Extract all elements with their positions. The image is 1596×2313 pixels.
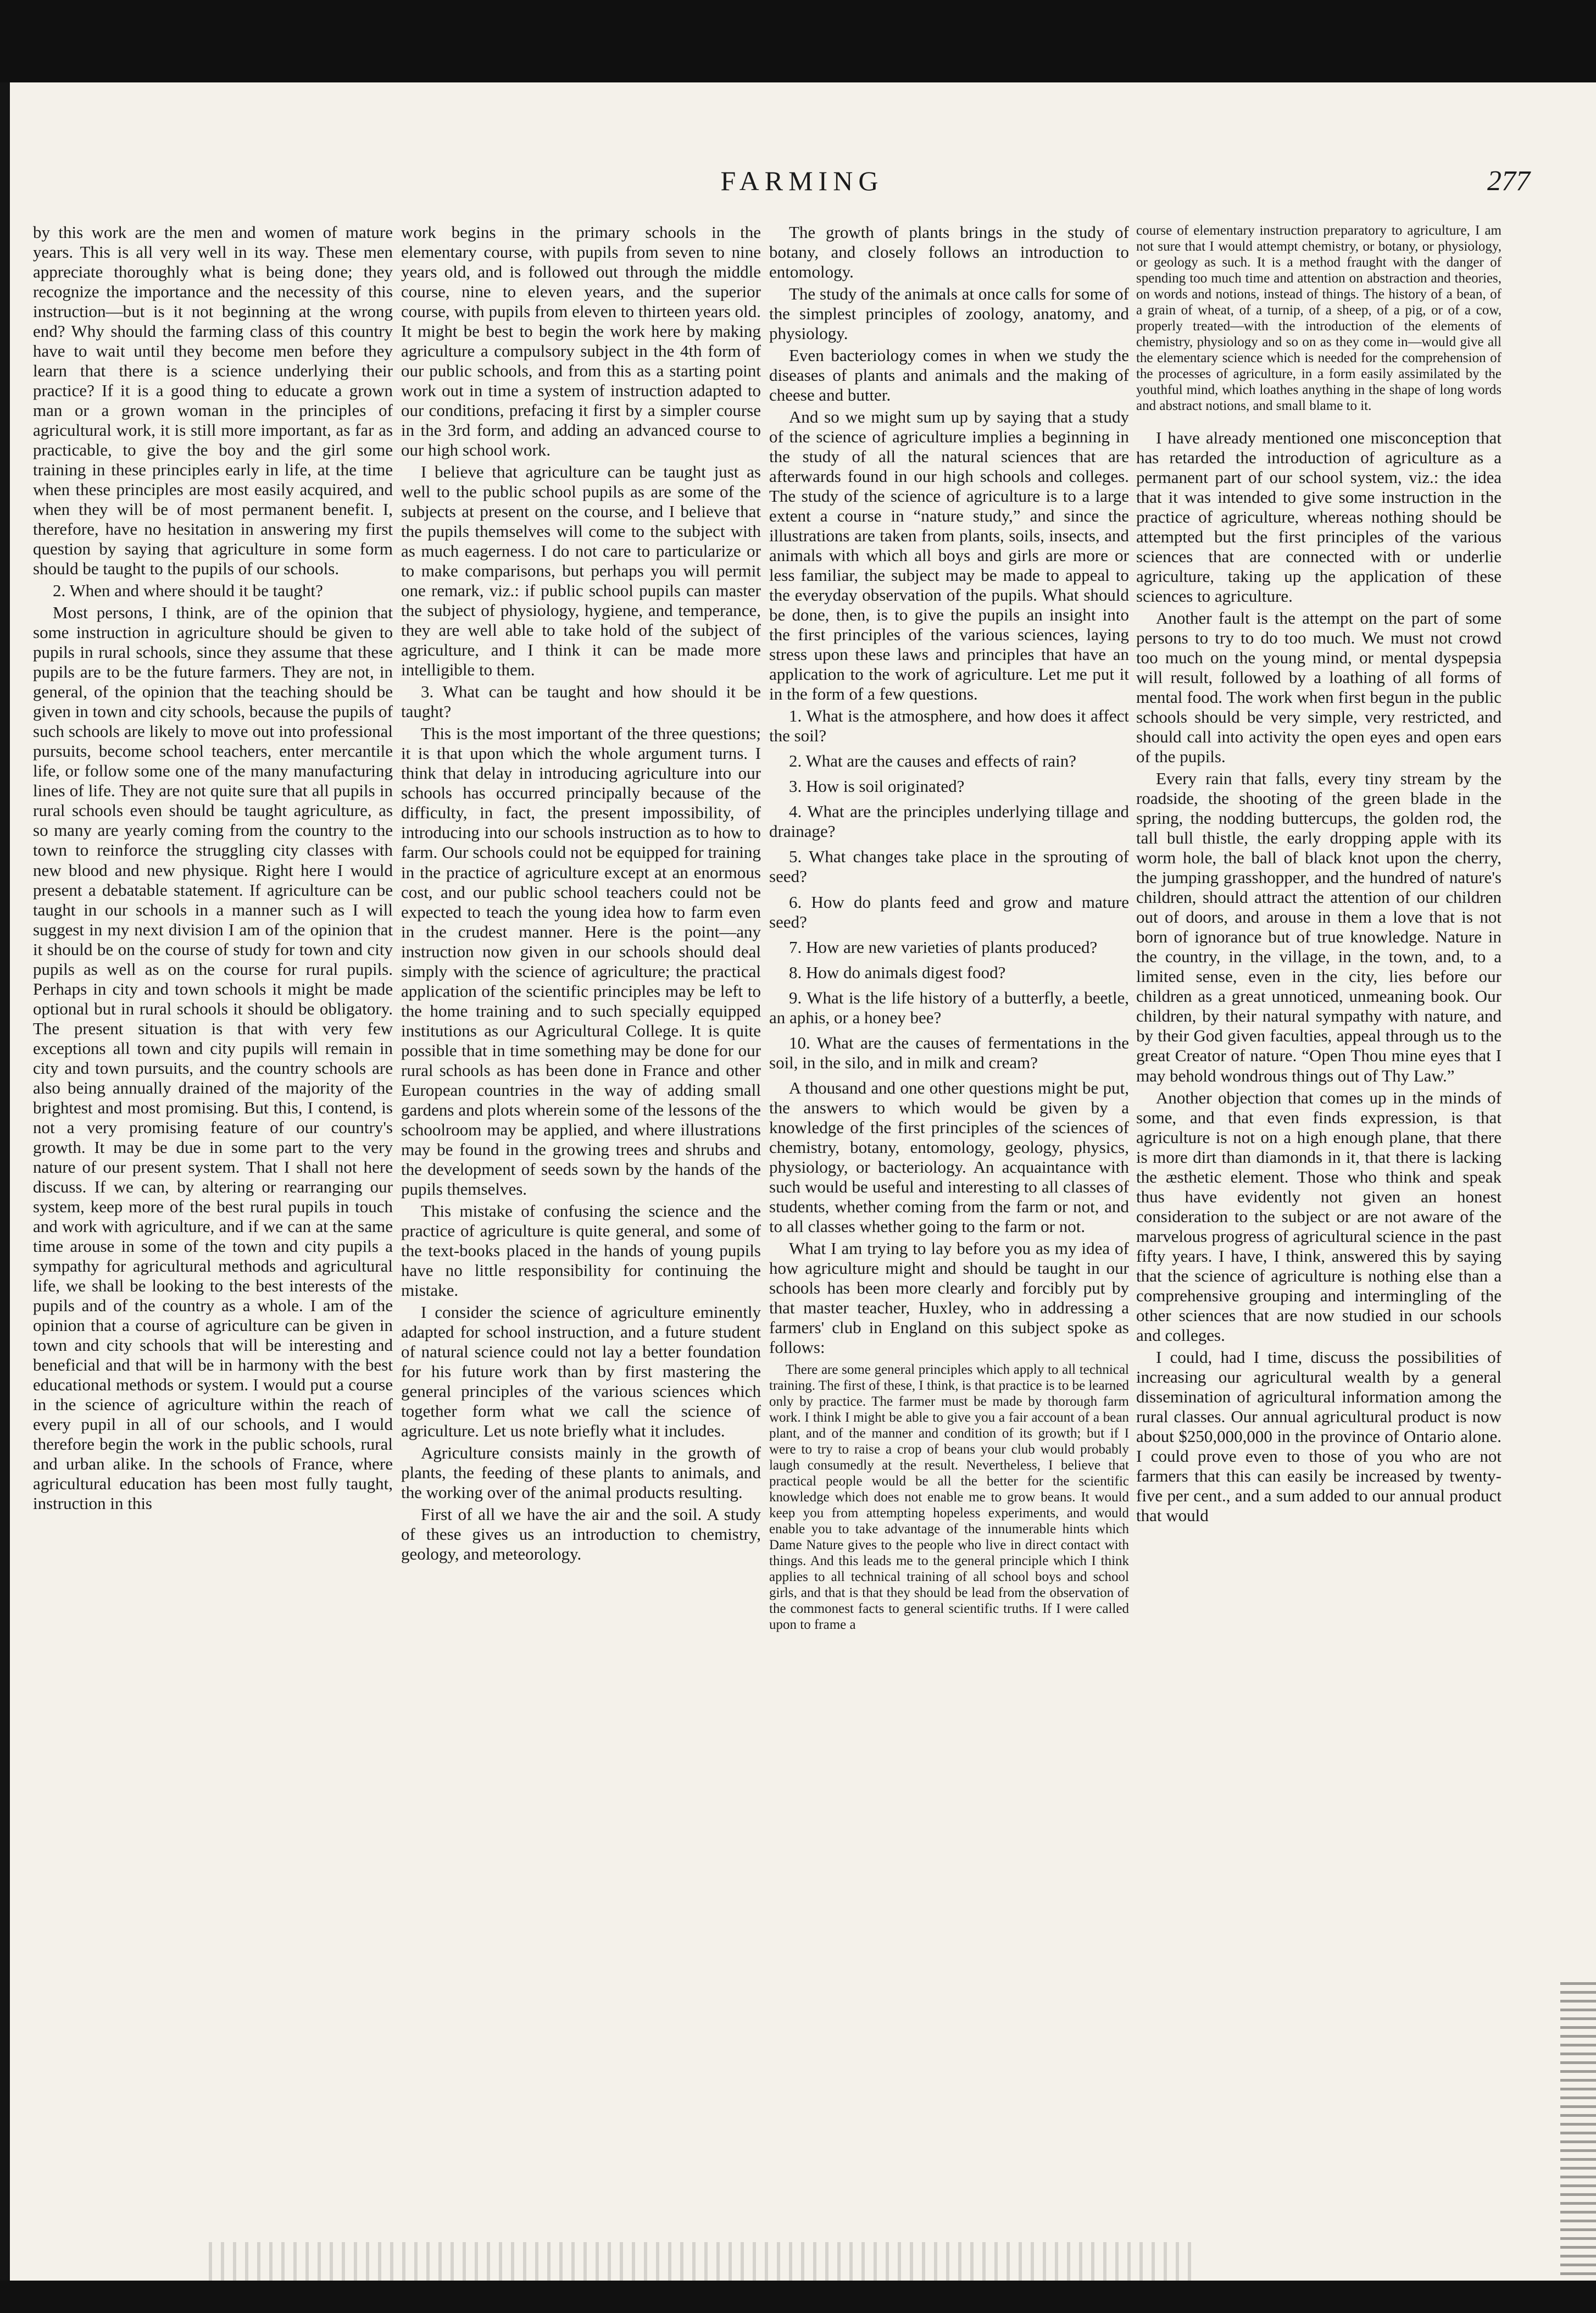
question-item: 6. How do plants feed and grow and mature seed? [769,892,1129,931]
paragraph: This is the most important of the three questions; it is that upon which the whole argument turns. I think that delay in introducing agriculture into our schools has occurred principally because of the difficulty, in fact, the present impossibility, of introducing into our schools instruction as to how to farm. Our schools could not be equipped for training in the practice of agriculture except at an enormous cost, and our public school teachers could not be expected to teach the young idea how to farm even in the crudest manner. Here is the point—any instruction now given in our schools should deal simply with the science of agriculture; the practical application of the scientific principles may be left to the home training and to such specially equipped institutions as our Agricultural College. It is quite possible that in time something may be done for our rural schools as has been done in France and other European countries in the way of adding small gardens and plots wherein some of the lessons of the schoolroom may be applied, and where illustrations may be found in the growing trees and shrubs and the development of seeds sown by the hands of the pupils themselves. [401,724,761,1199]
question-item: 4. What are the principles underlying tillage and drainage? [769,802,1129,841]
page-number: 277 [1487,165,1530,197]
question-item: 10. What are the causes of fermentations in the soil, in the silo, and in milk and cream? [769,1033,1129,1072]
paragraph: Every rain that falls, every tiny stream by the roadside, the shooting of the green blade in the spring, the nodding buttercups, the golden rod, the tall bull thistle, the early dropping apple with its worm hole, the ball of black knot upon the cherry, the jumping grasshopper, and the hundred of nature's children, should attract the attention of our children out of doors, and arouse in them a love that is not born of ignorance but of true knowledge. Nature in the country, in the village, in the town, and, to a limited sense, even in the city, lies before our children as a great unnoticed, unmeaning book. Our children, by their natural sympathy with nature, and by their God given faculties, appeal through us to the great Creator of nature. “Open Thou mine eyes that I may behold wondrous things out of Thy Law.” [1136,769,1502,1085]
footnote-quote-continuation: course of elementary instruction preparatory to agriculture, I am not sure that I would attempt chemistry, or botany, or physiology, or geology as such. It is a method fraught with the danger of spending too much time and attention on abstraction and theories, on words and notions, instead of things. The history of a bean, of a grain of wheat, of a turnip, of a sheep, of a pig, or of a cow, properly treated—with the introduction of the elements of chemistry, physiology and so on as they come in—would give all the elementary science which is needed for the comprehension of the processes of agriculture, in a form easily assimilated by the youthful mind, which loathes anything in the shape of long words and abstract notions, and small blame to it. [1136,223,1502,413]
paragraph: I consider the science of agriculture eminently adapted for school instruction, and a future student of natural science could not lay a better foundation for his future work than by first mastering the general principles of the various sciences which together form what we call the science of agriculture. Let us note briefly what it includes. [401,1302,761,1440]
question-item: 3. How is soil originated? [789,776,965,796]
paragraph: Another fault is the attempt on the part of some persons to try to do too much. We must not crowd too much on the young mind, or mental dyspepsia will result, followed by a loathing of all forms of mental food. The work when first begun in the public schools should be very simple, very restricted, and should call into activity the open eyes and open ears of the pupils. [1136,608,1502,767]
question-item: 1. What is the atmosphere, and how does it affect the soil? [769,706,1129,746]
question-item: 7. How are new varieties of plants produced? [789,937,1098,957]
question-item: 8. How do animals digest food? [789,962,1006,982]
scan-bottom-noise [209,2242,1198,2281]
paragraph: Another objection that comes up in the minds of some, and that even finds expression, is that agriculture is not on a high enough plane, that there is more dirt than diamonds in it, that there is lacking the æsthetic element. Those who think and speak thus have evidently not given an honest consideration to the subject or are not aware of the marvelous progress of agricultural science in the past fifty years. I have, I think, answered this by saying that the science of agriculture is nothing else than a comprehensive grouping and intermingling of the other sciences that are now studied in our schools and colleges. [1136,1088,1502,1345]
paragraph: Most persons, I think, are of the opinion that some instruction in agriculture should be given to pupils in rural schools, since they assume that these pupils are to be the future farmers. They are not, in general, of the opinion that the teaching should be given in town and city schools, because the pupils of such schools are likely to move out into professional pursuits, become school teachers, enter mercantile life, or follow some one of the many manufacturing lines of life. They are not quite sure that all pupils in rural schools even should be taught agriculture, as so many are yearly coming from the country to the town to reinforce the struggling city classes with new blood and new physique. Right here I would present a debatable statement. If agriculture can be taught in our schools in a manner such as I will suggest in my next division I am of the opinion that it should be on the course of study for town and city pupils as well as on the course for rural pupils. Perhaps in city and town schools it might be made optional but in rural schools it should be obligatory. The present situation is that with very few exceptions all town and city pupils will remain in city and town pursuits, and the country schools are also being annually drained of the majority of the brightest and most promising. But this, I contend, is not a very promising feature of our country's growth. It may be due in some part to the very nature of our present system. That I shall not here discuss. If we can, by altering or rearranging our system, keep more of the best rural pupils in touch and work with agriculture, and if we can at the same time arouse in some of the town and city pupils a sympathy for agricultural methods and agricultural life, we shall be looking to the best interests of the pupils and of the country as a whole. I am of the opinion that a course of agriculture can be given in town and city schools that will be interesting and beneficial and that will be in harmony with the best educational methods or system. I would put a course in the science of agriculture within the reach of every pupil in all of our schools, and I would therefore begin the work in the public schools, rural and urban alike. In the schools of France, where agricultural education has been most fully taught, instruction in this [33,603,393,1513]
paragraph: 2. When and where should it be taught? [53,581,323,601]
paragraph: by this work are the men and women of mature years. This is all very well in its way. These men appreciate thoroughly what is being done; they recognize the importance and the necessity of this instruction—but is it not beginning at the wrong end? Why should the farming class of this country have to wait until they become men before they learn that there is a science underlying their practice? If it is a good thing to educate a grown man or a grown woman in the principles of agricultural work, it is still more important, as far as practicable, to give the boy and the girl some training in these principles early in life, at the time when these principles are most easily acquired, and when they will be of most permanent benefit. I, therefore, have no hesitation in answering my first question by saying that agriculture in some form should be taught to the pupils of our schools. [33,223,393,579]
page-header [33,165,1571,209]
paragraph: First of all we have the air and the soil. A study of these gives us an introduction to chemistry, geology, and meteorology. [401,1505,761,1564]
paragraph: I have already mentioned one misconception that has retarded the introduction of agriculture as a permanent part of our school system, viz.: the idea that it was intended to give some instruction in the practice of agriculture, whereas nothing should be attempted but the first principles of the various sciences that are connected with or underlie agriculture, taking up the application of these sciences to agriculture. [1136,428,1502,606]
text-column-4 [1136,223,1502,2179]
text-column-3 [769,223,1129,2179]
running-title: FARMING [720,165,884,196]
paragraph: A thousand and one other questions might be put, the answers to which would be given by a knowledge of the first principles of the sciences of chemistry, botany, entomology, geology, physics, physiology, or bacteriology. An acquaintance with such would be useful and interesting to all classes of students, whether coming from the farm or not, and to all classes whether going to the farm or not. [769,1078,1129,1236]
paragraph: I could, had I time, discuss the possibilities of increasing our agricultural wealth by a general dissemination of agricultural information among the rural classes. Our annual agricultural product is now about $250,000,000 in the province of Ontario alone. I could prove even to those of you who are not farmers that this can easily be increased by twenty-five per cent., and a sum added to our annual product that would [1136,1347,1502,1525]
scan-bottom-border [0,2281,1596,2313]
paragraph: I believe that agriculture can be taught just as well to the public school pupils as are some of the subjects at present on the course, and I believe that the pupils themselves will come to the subject with as much eagerness. I do not care to particularize or to make comparisons, but perhaps you will permit one remark, viz.: if public school pupils can master the subject of physiology, hygiene, and temperance, they are well able to take hold of the subject of agriculture, and I think it can be made more intelligible to them. [401,462,761,680]
huxley-quote: There are some general principles which apply to all technical training. The first of these, I think, is that practice is to be learned only by practice. The farmer must be made by thorough farm work. I think I might be able to give you a fair account of a bean plant, and of the manner and condition of its growth; but if I were to try to raise a crop of beans your club would probably laugh consumedly at the result. Nevertheless, I believe that practical people would be all the better for the scientific knowledge which does not enable me to grow beans. It would keep you from attempting hopeless experiments, and would enable you to take advantage of the innumerable hints which Dame Nature gives to the people who live in direct contact with things. And this leads me to the general principle which I think applies to all technical training of all school boys and school girls, and that is that they should be lead from the observation of the commonest facts to general scientific truths. If I were called upon to frame a [769,1362,1129,1632]
question-item: 5. What changes take place in the sprouting of seed? [769,847,1129,886]
question-item: 9. What is the life history of a butterfly, a beetle, an aphis, or a honey bee? [769,988,1129,1027]
paragraph: This mistake of confusing the science and the practice of agriculture is quite general, and some of the text-books placed in the hands of young pupils have no little responsibility for continuing the mistake. [401,1201,761,1300]
paragraph: 3. What can be taught and how should it be taught? [401,682,761,722]
paragraph: Agriculture consists mainly in the growth of plants, the feeding of these plants to animals, and the working over of the animal products resulting. [401,1443,761,1502]
paragraph: Even bacteriology comes in when we study the diseases of plants and animals and the making of cheese and butter. [769,346,1129,405]
text-column-1 [33,223,393,2179]
paragraph: What I am trying to lay before you as my idea of how agriculture might and should be taught in our schools has been more clearly and forcibly put by that master teacher, Huxley, who in addressing a farmers' club in England on this subject spoke as follows: [769,1238,1129,1357]
paragraph: The growth of plants brings in the study of botany, and closely follows an introduction to entomology. [769,223,1129,282]
scan-left-border [0,0,10,2313]
question-item: 2. What are the causes and effects of rain? [789,751,1077,771]
scan-right-noise [1560,1978,1596,2275]
paragraph: work begins in the primary schools in the elementary course, with pupils from seven to nine years old, and is followed out through the middle course, nine to eleven years, and the superior course, with pupils from eleven to thirteen years old. It might be best to begin the work here by making agriculture a compulsory subject in the 4th form of our public schools, and from this as a starting point work out in time a system of instruction adapted to our conditions, prefacing it first by a simpler course in the 3rd form, and adding an advanced course to our high school work. [401,223,761,460]
text-column-2 [401,223,761,2179]
scan-top-border [0,0,1596,82]
paragraph: The study of the animals at once calls for some of the simplest principles of zoology, anatomy, and physiology. [769,284,1129,343]
paragraph: And so we might sum up by saying that a study of the science of agriculture implies a beginning in the study of all the natural sciences that are afterwards found in our high schools and colleges. The study of the science of agriculture is to a large extent a course in “nature study,” and since the illustrations are taken from plants, soils, insects, and animals with which all boys and girls are more or less familiar, the subject may be made to appeal to the everyday observation of the pupils. What should be done, then, is to give the pupils an insight into the first principles of the various sciences, laying stress upon these laws and principles that have an application to the work of agriculture. Let me put it in the form of a few questions. [769,407,1129,704]
